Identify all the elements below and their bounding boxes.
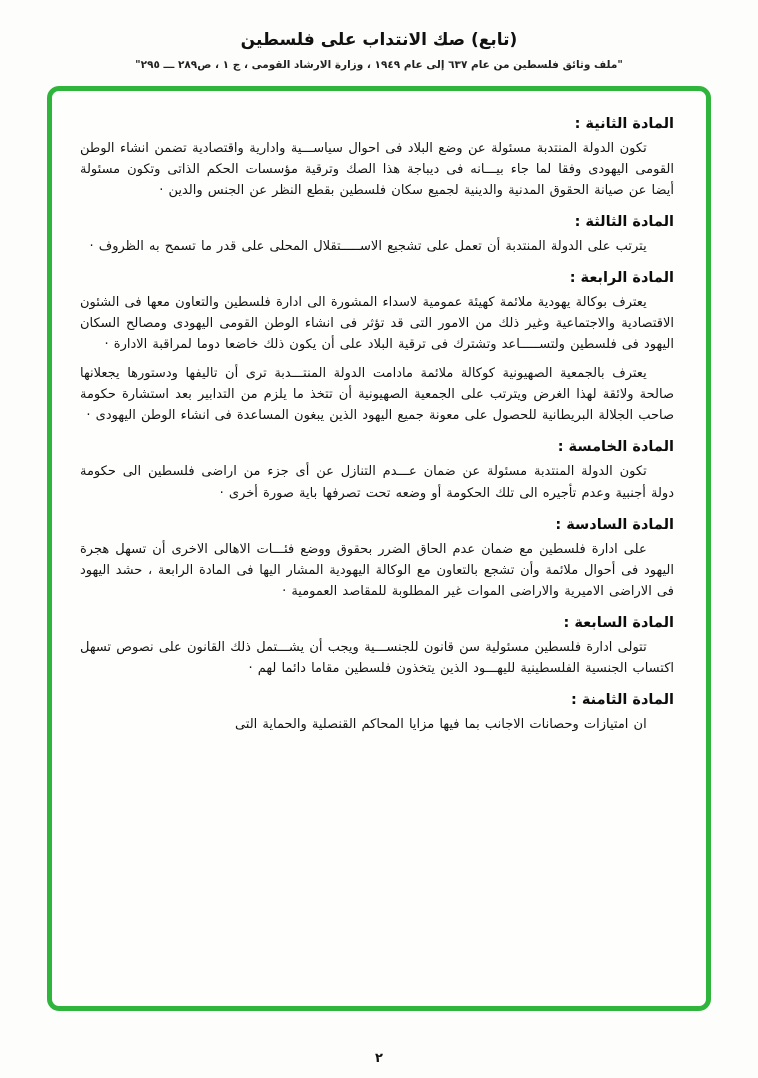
article-five — [80, 439, 674, 503]
article-paragraph: تكون الدولة المنتدبة مسئولة عن ضمان عـــدم التنازل عن أى جزء من اراضى فلسطين الى حكومة دولة أجنبية وعدم تأجيره الى تلك الحكومة أو وضعه تحت تصرفها باية صورة أخرى · — [80, 464, 674, 501]
article-heading: المادة الثانية : — [574, 116, 674, 132]
article-paragraph: يعترف بالجمعية الصهيونية كوكالة ملائمة مادامت الدولة المنتـــدبة ترى أن تاليفها ودستورها يجعلانها صالحة ولائقة لهذا الغرض ويترتب على الجمعية الصهيونية أن تتخذ ما يلزم من التدابير بعد استشارة حكومة صاحب الجلالة البريطانية للحصول على معونة جميع اليهود الذين يبغون المساعدة فى انشاء الوطن اليهودى · — [80, 366, 674, 424]
article-heading: المادة السادسة : — [555, 516, 674, 533]
article-heading: المادة الثالثة : — [574, 214, 674, 231]
article-heading: المادة الثامنة : — [571, 691, 674, 708]
article-four — [80, 270, 674, 426]
green-border-content-box — [47, 86, 711, 1011]
article-paragraph: تتولى ادارة فلسطين مسئولية سن قانون للجنســـية ويجب أن يشـــتمل ذلك القانون على نصوص تسهل اكتساب الجنسية الفلسطينية لليهـــود الذين يتخذون فلسطين مقاما دائما لهم · — [80, 639, 674, 676]
document-header — [0, 30, 758, 71]
article-paragraph: على ادارة فلسطين مع ضمان عدم الحاق الضرر بحقوق ووضع فئـــات الاهالى الاخرى أن تسهل هجرة اليهود فى أحوال ملائمة وأن تشجع بالتعاون مع الوكالة اليهودية المشار اليها فى المادة الرابعة ، حشد اليهود فى الاراضى الاميرية والاراضى الموات غير المطلوبة للمقاصد العمومية · — [80, 541, 674, 599]
page-title: (تابع) صك الانتداب على فلسطين — [240, 30, 518, 50]
article-seven — [80, 615, 674, 679]
article-three — [80, 214, 674, 257]
article-paragraph: يترتب على الدولة المنتدبة أن تعمل على تشجيع الاســـــتقلال المحلى على قدر ما تسمح به الظروف · — [89, 239, 647, 255]
article-eight — [80, 692, 674, 735]
article-two — [80, 116, 674, 201]
article-heading: المادة السابعة : — [563, 614, 674, 631]
article-paragraph: تكون الدولة المنتدبة مسئولة عن وضع البلاد فى احوال سياســـية وادارية واقتصادية تضمن انشاء الوطن القومى اليهودى وفقا لما جاء بيـــانه فى ديباجة هذا الصك وترقية مؤسسات الحكم الذاتى وتكون مسئولة أيضا عن صيانة الحقوق المدنية والدينية لجميع سكان فلسطين بقطع النظر عن الجنس والدين · — [80, 141, 674, 199]
article-six — [80, 517, 674, 602]
article-heading: المادة الخامسة : — [557, 439, 674, 456]
source-citation-line: "ملف وثائق فلسطين من عام ٦٣٧ إلى عام ١٩٤٩ ، وزارة الارشاد القومى ، ج ١ ، ص٢٨٩ ـــ ٢٩٥" — [135, 59, 623, 71]
article-heading: المادة الرابعة : — [569, 270, 674, 287]
article-paragraph: يعترف بوكالة يهودية ملائمة كهيئة عمومية لاسداء المشورة الى ادارة فلسطين والتعاون معها فى الشئون الاقتصادية والاجتماعية وغير ذلك من الامور التى قد تؤثر فى انشاء الوطن القومى اليهودى ومصالح السكان اليهود فى فلسطين ولتســـــاعد وتشترك فى ترقية البلاد على أن يكون ذلك خاضعا دوما لمراقبة الادارة · — [80, 295, 674, 353]
page-number: ٢ — [375, 1051, 383, 1066]
article-paragraph: ان امتيازات وحصانات الاجانب بما فيها مزايا المحاكم القنصلية والحماية التى — [234, 716, 647, 732]
